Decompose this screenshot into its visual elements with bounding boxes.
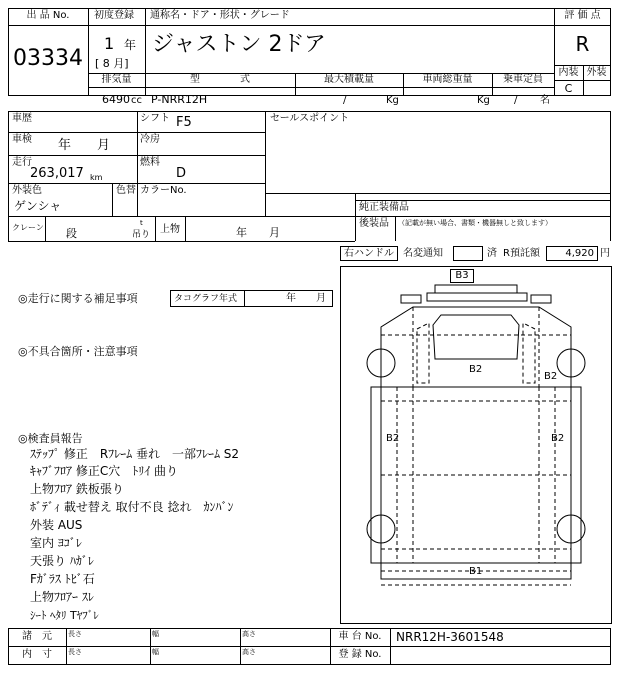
car-name: ジャストン 2ドア — [152, 32, 326, 57]
displacement-unit: cc — [131, 95, 142, 106]
max-load-unit: Kg — [386, 95, 399, 106]
fuel-value: D — [176, 166, 187, 181]
height-label: 高さ — [242, 648, 256, 656]
first-reg-label: 初度登録 — [94, 10, 134, 21]
left-mirror — [401, 295, 421, 303]
history-label: 車歴 — [12, 113, 32, 124]
ext-color-value: ゲンシャ — [14, 199, 62, 213]
report-line: ｽﾃｯﾌﾟ 修正 Rﾌﾚｰﾑ 垂れ 一部ﾌﾚｰﾑ S2 — [30, 447, 240, 461]
capacity-sep: / — [514, 95, 518, 106]
inspector-report-label: ◎検査員報告 — [18, 432, 83, 445]
standard-equip-label: 純正装備品 — [359, 202, 409, 213]
max-load-sep: / — [343, 95, 347, 106]
aftermarket-note: （記載が無い場合、書類・機器無しと致します） — [398, 219, 552, 227]
registration-label: 登 録 No. — [338, 649, 382, 660]
width-label: 幅 — [152, 630, 159, 638]
mileage-value: 263,017 — [30, 166, 84, 181]
model-value: P-NRR12H — [151, 93, 208, 106]
first-reg-year: 1 — [104, 34, 115, 53]
displacement-value: 6490 — [102, 93, 130, 106]
first-reg-month: [ 8 月] — [95, 57, 129, 70]
crane-hang: 吊り — [132, 230, 151, 240]
lot-number: 03334 — [13, 46, 83, 71]
name-label: 通称名・ドア・形状・グレード — [150, 10, 290, 21]
front-bumper — [435, 285, 517, 293]
rhd-label: 右ハンドル — [344, 248, 394, 259]
inspection-label: 車検 — [12, 134, 32, 145]
color-no-label: カラーNo. — [140, 185, 187, 196]
gross-weight-label: 車両総重量 — [422, 74, 473, 85]
fuel-label: 燃料 — [140, 157, 160, 168]
mileage-label: 走行 — [12, 157, 32, 168]
max-load-label: 最大積載量 — [324, 74, 374, 85]
height-label: 高さ — [242, 630, 256, 638]
report-line: 上物ﾌﾛｱ 鉄板張り — [30, 482, 124, 496]
defects-label: ◎不具合箇所・注意事項 — [18, 345, 138, 358]
right-mirror — [531, 295, 551, 303]
mileage-unit: km — [90, 173, 103, 182]
interior-label: 内装 — [558, 67, 579, 78]
ext-color-label: 外装色 — [12, 185, 42, 196]
width-label: 幅 — [152, 648, 159, 656]
report-line: ｼｰﾄ ﾍﾀﾘ Tﾔﾌﾞﾚ — [30, 609, 99, 622]
top-body-date: 年 月 — [236, 226, 280, 239]
grade-label: 評 価 点 — [564, 10, 601, 21]
crane-stage: 段 — [66, 227, 77, 240]
aftermarket-label: 後装品 — [359, 218, 389, 229]
windshield — [433, 315, 519, 359]
mark-cab-right: B2 — [544, 371, 558, 382]
report-line: 天張り ﾊｶﾞﾚ — [30, 554, 94, 568]
name-change-label: 名変通知 — [403, 248, 443, 259]
interior-score: C — [564, 82, 573, 95]
len-label: 長さ — [68, 648, 82, 656]
mark-front: B3 — [455, 270, 469, 281]
crane-ton: t — [140, 219, 143, 227]
tacho-label: タコグラフ年式 — [174, 294, 238, 304]
report-line: 外装 AUS — [30, 518, 83, 532]
top-body-label: 上物 — [160, 224, 180, 235]
crane-label: クレーン — [12, 223, 44, 232]
chassis-label: 車 台 No. — [338, 631, 382, 642]
gross-weight-unit: Kg — [477, 95, 490, 106]
inspection-value: 年 月 — [58, 138, 111, 153]
model-label: 型 式 — [190, 74, 250, 85]
dims-label: 諸 元 — [22, 631, 52, 642]
mark-left-side: B2 — [386, 433, 400, 444]
shift-value: F5 — [176, 115, 192, 130]
color-change-label: 色替 — [116, 185, 136, 196]
mark-rear: B1 — [469, 566, 483, 577]
shift-label: シフト — [140, 113, 170, 124]
mark-cab-center: B2 — [469, 364, 483, 375]
first-reg-year-unit: 年 — [124, 38, 137, 52]
mark-right-side: B2 — [551, 433, 565, 444]
chassis-number: NRR12H-3601548 — [396, 630, 504, 644]
report-line: ｷｬﾌﾞﾌﾛｱ 修正C穴 ﾄﾘｲ 曲り — [30, 464, 179, 478]
capacity-unit: 名 — [540, 95, 550, 106]
recycle-label: R預託額 — [503, 248, 540, 259]
lot-label: 出 品 No. — [26, 10, 70, 21]
recycle-value: 4,920 — [565, 248, 594, 259]
inner-dims-label: 内 寸 — [22, 649, 52, 660]
report-line: ﾎﾞﾃﾞｨ 載せ替え 取付不良 捻れ ｶﾝﾊﾞﾝ — [30, 500, 234, 514]
driving-notes-label: ◎走行に関する補足事項 — [18, 292, 138, 305]
ac-label: 冷房 — [140, 134, 160, 145]
deposit-prefix: 済 — [487, 248, 497, 259]
grade-score: R — [575, 32, 590, 56]
tacho-value: 年 月 — [286, 293, 326, 304]
report-line: 上物ﾌﾛｱｰ ｽﾚ — [30, 590, 94, 604]
displacement-label: 排気量 — [101, 74, 132, 85]
sales-point-label: セールスポイント — [270, 113, 350, 124]
exterior-label: 外装 — [586, 67, 607, 78]
len-label: 長さ — [68, 630, 82, 638]
report-line: 室内 ﾖｺﾞﾚ — [30, 536, 82, 550]
capacity-label: 乗車定員 — [503, 74, 543, 85]
recycle-unit: 円 — [600, 248, 610, 259]
vehicle-diagram — [340, 266, 612, 624]
report-line: Fｶﾞﾗｽ ﾄﾋﾞ石 — [30, 572, 95, 586]
